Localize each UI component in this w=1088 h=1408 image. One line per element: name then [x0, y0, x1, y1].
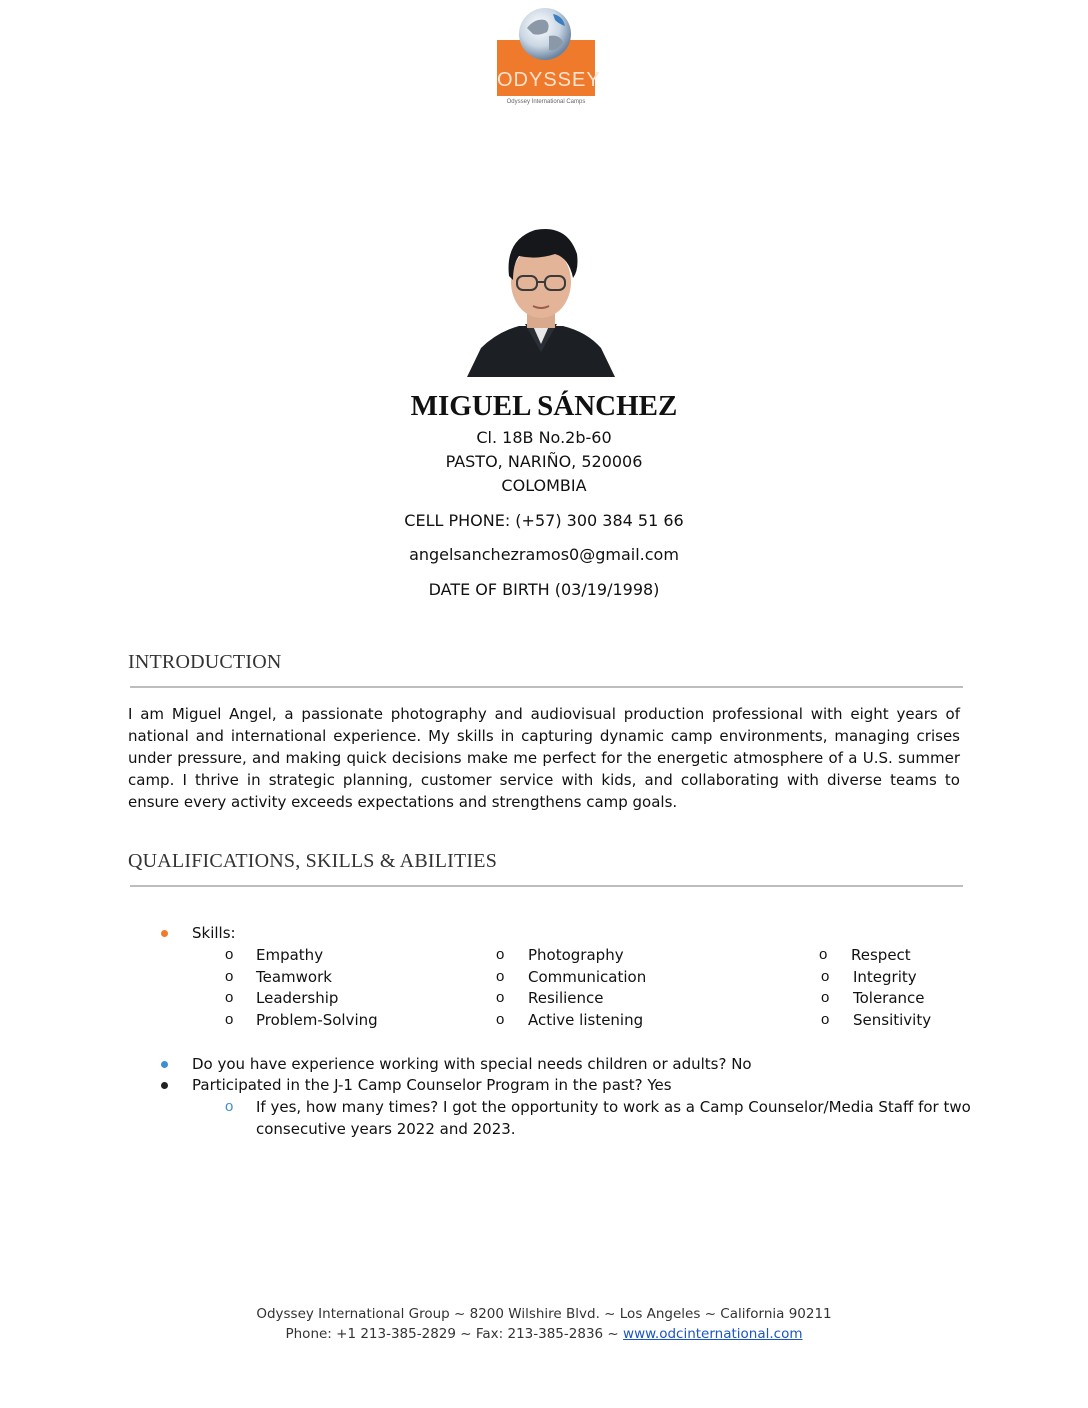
skill-item: Active listening	[528, 1011, 644, 1029]
website-link[interactable]: www.odcinternational.com	[623, 1326, 803, 1342]
bullet-icon	[161, 1082, 168, 1089]
footer-contact	[0, 1324, 1088, 1344]
footer-address: Odyssey International Group ~ 8200 Wilshire Blvd. ~ Los Angeles ~ California 90211	[256, 1306, 832, 1322]
sub-bullet-marker: o	[225, 968, 234, 985]
skill-item: Sensitivity	[853, 1011, 932, 1029]
candidate-name: MIGUEL SÁNCHEZ	[410, 390, 678, 422]
introduction-text: I am Miguel Angel, a passionate photography and audiovisual production professional with eight years of national and international experience. My skills in capturing dynamic camp environments, managing crises under pressure, and making quick decisions make me perfect for the energetic atmosphere of a U.S. summer camp. I thrive in strategic planning, customer service with kids, and collaborating with diverse teams to ensure every activity exceeds expectations and strengthens camp goals.	[128, 705, 960, 811]
sub-bullet-marker: o	[496, 989, 505, 1006]
sub-bullet-marker: o	[496, 946, 505, 963]
bullet-icon	[161, 1061, 168, 1068]
j1-times-answer: If yes, how many times? I got the opportunity to work as a Camp Counselor/Media Staff for two	[256, 1098, 971, 1116]
address-line-1: Cl. 18B No.2b-60	[476, 428, 612, 447]
footer-phone-fax: Phone: +1 213-385-2829 ~ Fax: 213-385-2836 ~	[285, 1326, 624, 1342]
j1-times-answer-cont: consecutive years 2022 and 2023.	[256, 1120, 516, 1138]
j1-participation-answer: Participated in the J-1 Camp Counselor Program in the past? Yes	[192, 1076, 672, 1094]
section-divider	[130, 686, 963, 688]
sub-bullet-marker: o	[819, 946, 828, 963]
qualifications-heading: QUALIFICATIONS, SKILLS & ABILITIES	[128, 850, 498, 872]
skill-item: Leadership	[256, 989, 339, 1007]
skill-item: Empathy	[256, 946, 324, 964]
skills-label: Skills:	[192, 924, 236, 942]
skill-item: Problem-Solving	[256, 1011, 378, 1029]
sub-bullet-marker: o	[225, 989, 234, 1006]
bullet-icon	[161, 930, 168, 937]
address-country: COLOMBIA	[501, 476, 587, 495]
sub-bullet-marker: o	[821, 989, 830, 1006]
sub-bullet-marker: o	[225, 946, 234, 963]
skill-item: Respect	[851, 946, 911, 964]
section-divider	[130, 885, 963, 887]
sub-bullet-marker: o	[496, 968, 505, 985]
skill-item: Photography	[528, 946, 624, 964]
date-of-birth: DATE OF BIRTH (03/19/1998)	[428, 580, 660, 599]
odyssey-logo	[497, 6, 601, 105]
skill-item: Communication	[528, 968, 647, 986]
profile-photo	[467, 220, 615, 377]
cell-phone: CELL PHONE: (+57) 300 384 51 66	[404, 511, 684, 530]
skill-item: Resilience	[528, 989, 604, 1007]
sub-bullet-marker: o	[821, 1011, 830, 1028]
sub-bullet-marker: o	[496, 1011, 505, 1028]
skill-item: Tolerance	[853, 989, 925, 1007]
address-line-2: PASTO, NARIÑO, 520006	[445, 452, 643, 471]
globe-icon	[517, 6, 573, 62]
special-needs-answer: Do you have experience working with special needs children or adults? No	[192, 1055, 752, 1073]
skill-item: Integrity	[853, 968, 917, 986]
sub-bullet-marker: o	[225, 1098, 234, 1115]
logo-tagline: Odyssey International Camps	[506, 99, 586, 105]
skill-item: Teamwork	[256, 968, 332, 986]
sub-bullet-marker: o	[821, 968, 830, 985]
introduction-heading: INTRODUCTION	[128, 651, 282, 673]
sub-bullet-marker: o	[225, 1011, 234, 1028]
logo-wordmark: ODYSSEY	[497, 69, 601, 91]
email-address: angelsanchezramos0@gmail.com	[409, 545, 679, 564]
